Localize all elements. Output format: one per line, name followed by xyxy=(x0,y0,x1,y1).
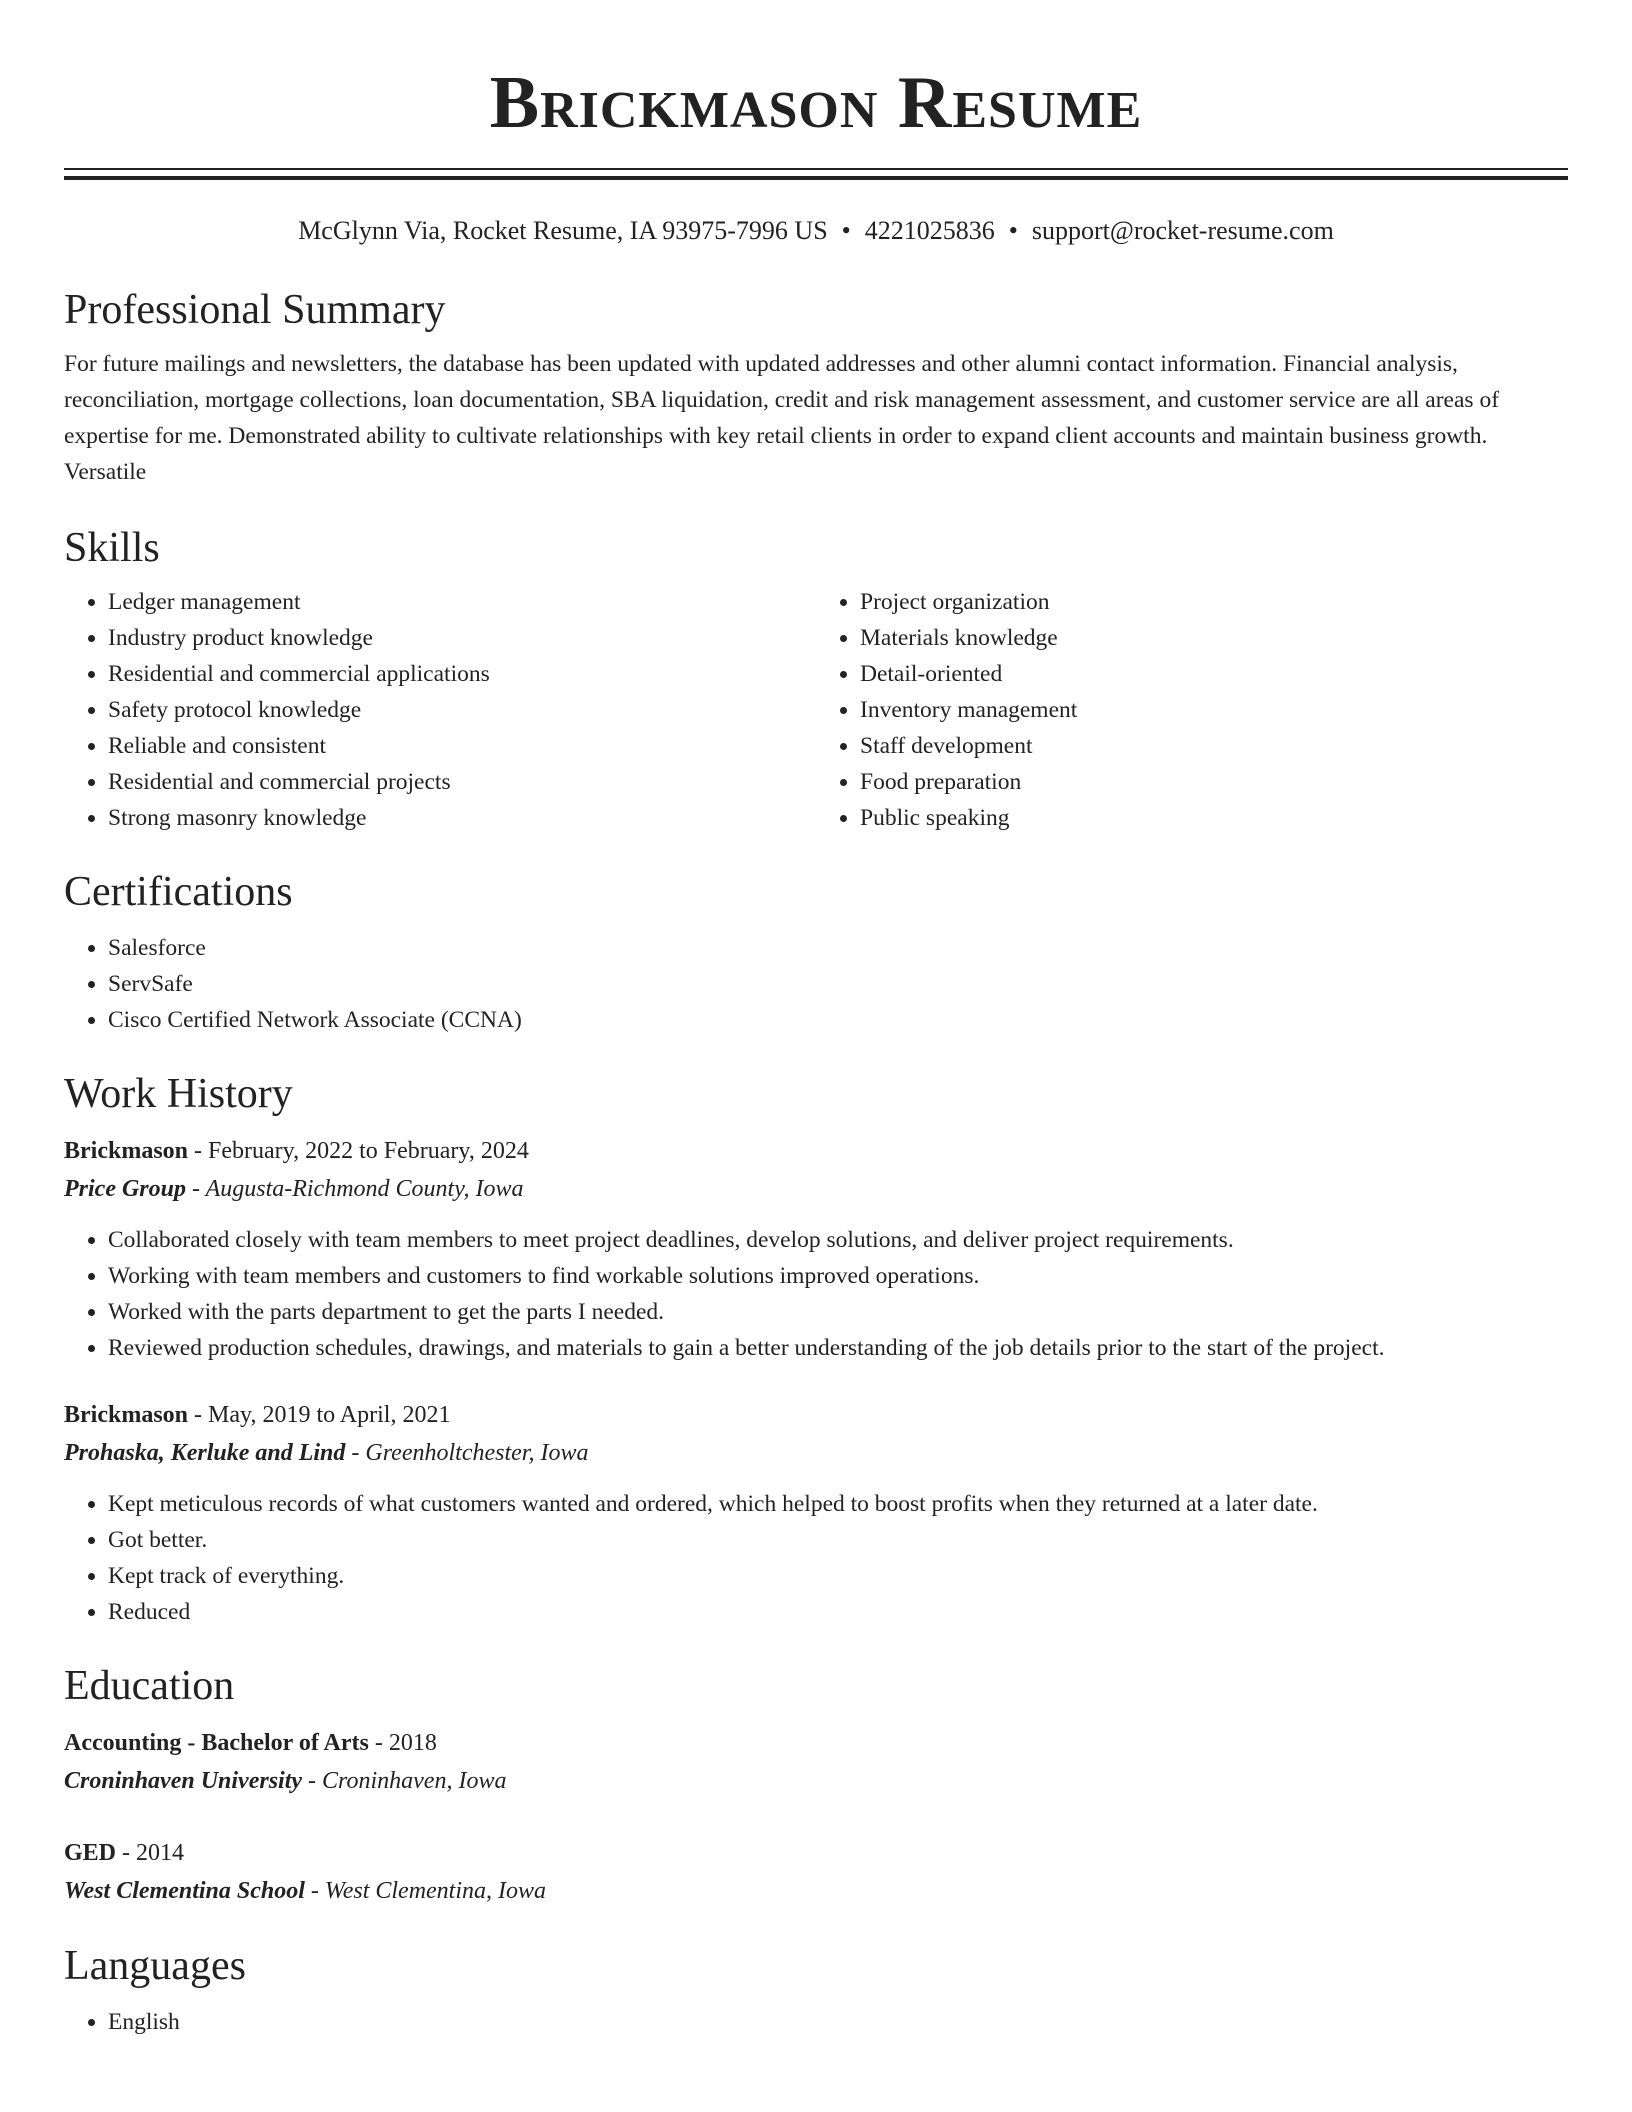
languages-list xyxy=(64,2004,1568,2040)
summary-text: For future mailings and newsletters, the database has been updated with updated addresses and other alumni contact information. Financial analysis, reconciliation, mortgage collections, loan documentation, SBA liquidation, credit and risk management assessment, and customer service are all areas of expertise for me. Demonstrated ability to cultivate relationships with key retail clients in order to expand client accounts and maintain business growth. Versatile xyxy=(64,351,1500,485)
job-bullet: • Kept meticulous records of what customers wanted and ordered, which helped to boost profits when they returned at a later date. xyxy=(108,1486,1568,1522)
certification-item: • Salesforce xyxy=(108,930,1568,966)
education-school-line: Croninhaven University - Croninhaven, Iowa xyxy=(64,1768,507,1794)
language-item: • English xyxy=(108,2004,1568,2040)
job-title-line: Brickmason - February, 2022 to February, 2024 xyxy=(64,1138,529,1164)
job-bullet: • Kept track of everything. xyxy=(108,1558,1568,1594)
title-rule-thick xyxy=(64,176,1568,180)
skill-item: • Safety protocol knowledge xyxy=(108,692,816,728)
education-school: Croninhaven University xyxy=(64,1768,303,1794)
job-bullet: • Collaborated closely with team members to meet project deadlines, develop solutions, and deliver project requirements. xyxy=(108,1222,1568,1258)
contact-address: McGlynn Via, Rocket Resume, IA 93975-7996 US xyxy=(298,216,828,245)
languages-heading: Languages xyxy=(64,1943,246,1989)
work-history-heading: Work History xyxy=(64,1071,293,1117)
summary-heading: Professional Summary xyxy=(64,287,446,333)
contact-line xyxy=(64,214,1568,248)
job-bullet: • Reduced xyxy=(108,1594,1568,1630)
skill-item: • Project organization xyxy=(860,584,1568,620)
contact-phone: 4221025836 xyxy=(864,216,995,245)
job-company-line: Prohaska, Kerluke and Lind - Greenholtchester, Iowa xyxy=(64,1440,589,1466)
skill-item: • Residential and commercial applications xyxy=(108,656,816,692)
job-company: Prohaska, Kerluke and Lind xyxy=(64,1440,346,1466)
certification-item: • Cisco Certified Network Associate (CCNA) xyxy=(108,1002,1568,1038)
skills-left-list xyxy=(64,584,816,836)
job-company: Price Group xyxy=(64,1176,186,1202)
education-year: 2014 xyxy=(136,1840,185,1866)
skill-item: • Materials knowledge xyxy=(860,620,1568,656)
skills-columns xyxy=(64,584,1568,836)
resume-title: Brickmason Resume xyxy=(489,62,1143,144)
job-bullet: • Reviewed production schedules, drawings, and materials to gain a better understanding of the job details prior to the start of the project. xyxy=(108,1330,1568,1366)
education-school-line: West Clementina School - West Clementina, Iowa xyxy=(64,1878,547,1904)
skill-item: • Detail-oriented xyxy=(860,656,1568,692)
education-degree-line: GED - 2014 xyxy=(64,1840,185,1866)
contact-separator: • xyxy=(1008,216,1018,245)
job-title: Brickmason xyxy=(64,1402,189,1428)
skill-item: • Staff development xyxy=(860,728,1568,764)
job-dates: May, 2019 to April, 2021 xyxy=(208,1402,451,1428)
education-year: 2018 xyxy=(388,1730,437,1756)
title-rule-thin xyxy=(64,168,1568,170)
job-location: Greenholtchester, Iowa xyxy=(365,1440,589,1466)
job-entry xyxy=(64,1132,1568,1366)
skill-item: • Reliable and consistent xyxy=(108,728,816,764)
education-location: Croninhaven, Iowa xyxy=(322,1768,507,1794)
job-company-line: Price Group - Augusta-Richmond County, Iowa xyxy=(64,1176,524,1202)
job-bullet: • Working with team members and customers to find workable solutions improved operations. xyxy=(108,1258,1568,1294)
skill-item: • Strong masonry knowledge xyxy=(108,800,816,836)
job-bullet: • Worked with the parts department to get the parts I needed. xyxy=(108,1294,1568,1330)
job-title-line: Brickmason - May, 2019 to April, 2021 xyxy=(64,1402,451,1428)
skill-item: • Food preparation xyxy=(860,764,1568,800)
skills-heading: Skills xyxy=(64,525,160,571)
skill-item: • Industry product knowledge xyxy=(108,620,816,656)
skill-item: • Inventory management xyxy=(860,692,1568,728)
skill-item: • Residential and commercial projects xyxy=(108,764,816,800)
job-location: Augusta-Richmond County, Iowa xyxy=(205,1176,524,1202)
education-entry xyxy=(64,1834,1568,1910)
certifications-heading: Certifications xyxy=(64,869,293,915)
education-school: West Clementina School xyxy=(64,1878,305,1904)
education-degree: Accounting - Bachelor of Arts xyxy=(64,1730,369,1756)
job-bullets xyxy=(64,1222,1568,1366)
job-title: Brickmason xyxy=(64,1138,189,1164)
job-bullets xyxy=(64,1486,1568,1630)
education-degree: GED xyxy=(64,1840,117,1866)
contact-email: support@rocket-resume.com xyxy=(1031,216,1334,245)
job-bullet: • Got better. xyxy=(108,1522,1568,1558)
education-entry xyxy=(64,1724,1568,1800)
contact-separator: • xyxy=(841,216,851,245)
certifications-list xyxy=(64,930,1568,1038)
education-location: West Clementina, Iowa xyxy=(324,1878,547,1904)
job-dates: February, 2022 to February, 2024 xyxy=(208,1138,529,1164)
skills-right-list xyxy=(816,584,1568,836)
skill-item: • Ledger management xyxy=(108,584,816,620)
education-heading: Education xyxy=(64,1663,235,1709)
certification-item: • ServSafe xyxy=(108,966,1568,1002)
job-entry xyxy=(64,1396,1568,1630)
skill-item: • Public speaking xyxy=(860,800,1568,836)
education-degree-line: Accounting - Bachelor of Arts - 2018 xyxy=(64,1730,437,1756)
